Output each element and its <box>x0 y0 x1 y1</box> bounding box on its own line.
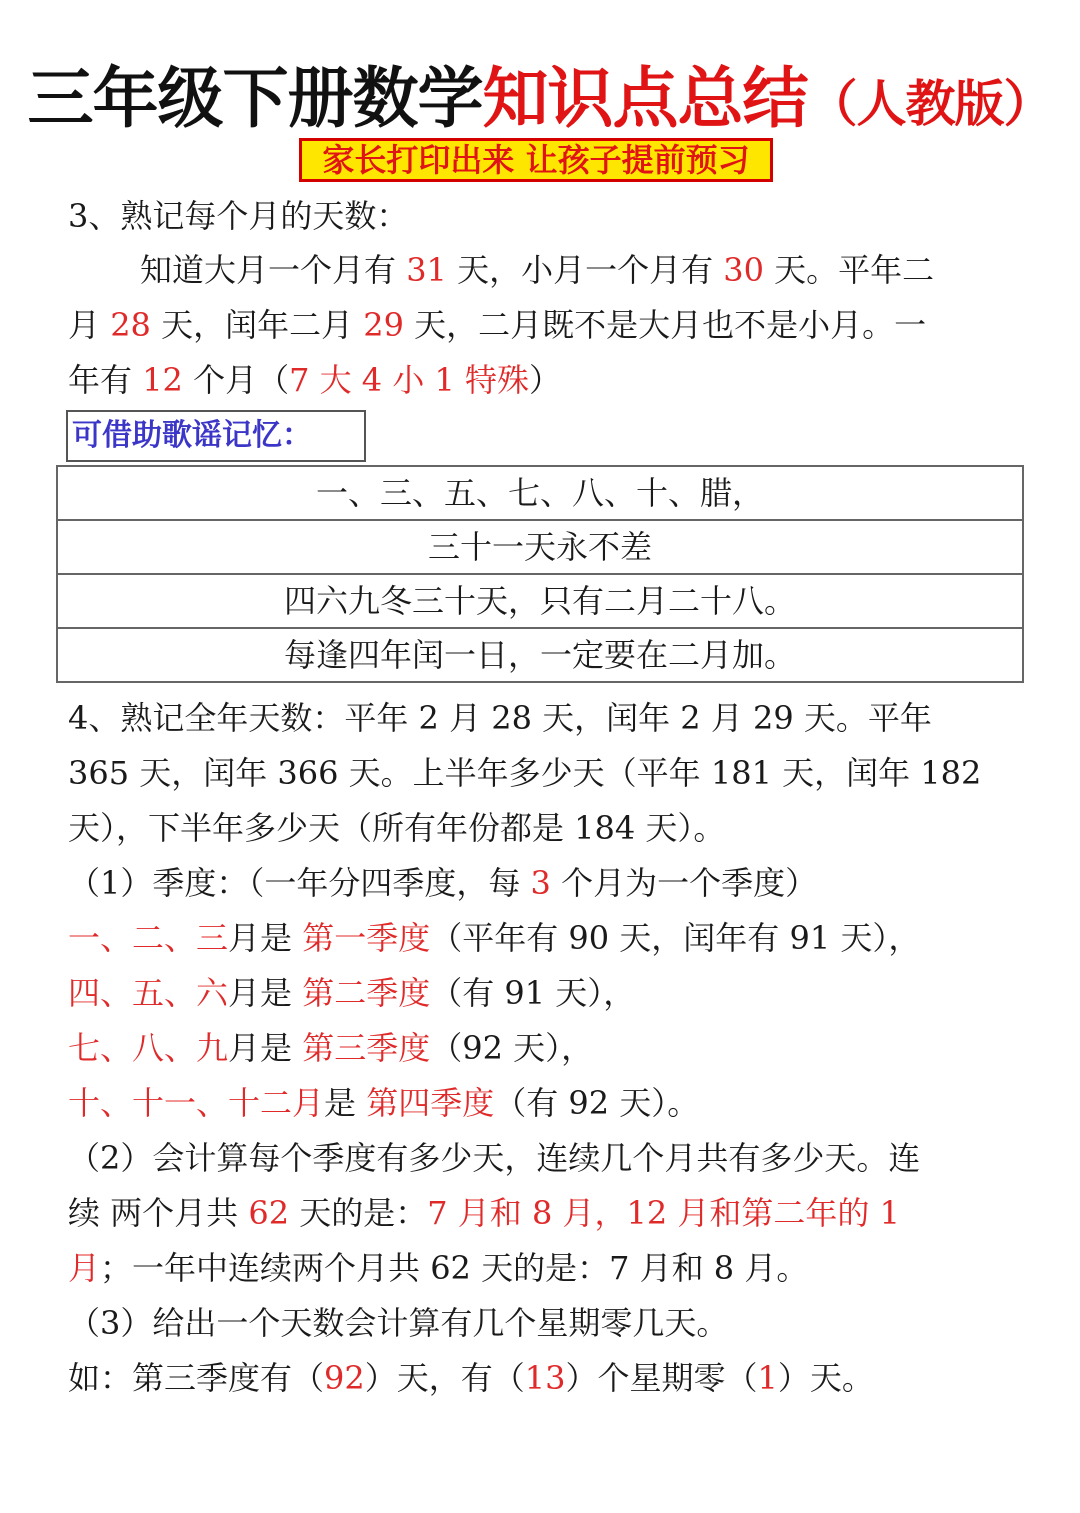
table-row <box>57 574 1023 628</box>
quarter-4-line: 十、十一、十二月是 第四季度（有 92 天）。 <box>68 1084 700 1122</box>
quarter-heading: （1）季度：（一年分四季度，每 3 个月为一个季度） <box>68 864 818 902</box>
quarter-3-line: 七、八、九月是 第三季度（92 天）， <box>68 1029 594 1067</box>
title-black-part: 三年级下册数学 <box>27 60 483 137</box>
table-row <box>57 466 1023 520</box>
section4-line-3: 天），下半年多少天（所有年份都是 184 天）。 <box>68 809 726 847</box>
part2-line-2: 续 两个月共 62 天的是：7 月和 8 月，12 月和第二年的 1 <box>68 1194 900 1232</box>
part2-line-1: （2）会计算每个季度有多少天，连续几个月共有多少天。连 <box>68 1139 921 1177</box>
quarter-1-line: 一、二、三月是 第一季度（平年有 90 天，闰年有 91 天）， <box>68 919 921 957</box>
rhyme-table <box>56 465 1024 683</box>
print-banner: 家长打印出来 让孩子提前预习 <box>299 138 773 182</box>
rhyme-line: 每逢四年闰一日，一定要在二月加。 <box>57 628 1023 682</box>
page-title <box>0 58 1080 145</box>
title-red-part: 知识点总结 <box>482 60 808 137</box>
section4-line-2: 365 天，闰年 366 天。上半年多少天（平年 181 天，闰年 182 <box>68 754 982 792</box>
quarter-2-line: 四、五、六月是 第二季度（有 91 天）， <box>68 974 636 1012</box>
rhyme-line: 一、三、五、七、八、十、腊， <box>57 466 1023 520</box>
rhyme-line: 三十一天永不差 <box>57 520 1023 574</box>
example-line: 如：第三季度有（92）天，有（13）个星期零（1）天。 <box>68 1359 874 1397</box>
part3-line: （3）给出一个天数会计算有几个星期零几天。 <box>68 1304 729 1342</box>
part2-line-3: 月；一年中连续两个月共 62 天的是：7 月和 8 月。 <box>68 1249 809 1287</box>
section3-line-1: 知道大月一个月有 31 天，小月一个月有 30 天。平年二 <box>140 251 935 289</box>
section3-line-2: 月 28 天，闰年二月 29 天，二月既不是大月也不是小月。一 <box>68 306 927 344</box>
table-row <box>57 628 1023 682</box>
section4-line-1: 4、熟记全年天数：平年 2 月 28 天，闰年 2 月 29 天。平年 <box>68 699 932 737</box>
section3-line-3: 年有 12 个月（7 大 4 小 1 特殊） <box>68 361 562 399</box>
title-edition: （人教版） <box>807 75 1053 133</box>
rhyme-label: 可借助歌谣记忆： <box>66 410 366 462</box>
table-row <box>57 520 1023 574</box>
section3-heading: 3、熟记每个月的天数： <box>68 197 409 235</box>
rhyme-line: 四六九冬三十天，只有二月二十八。 <box>57 574 1023 628</box>
